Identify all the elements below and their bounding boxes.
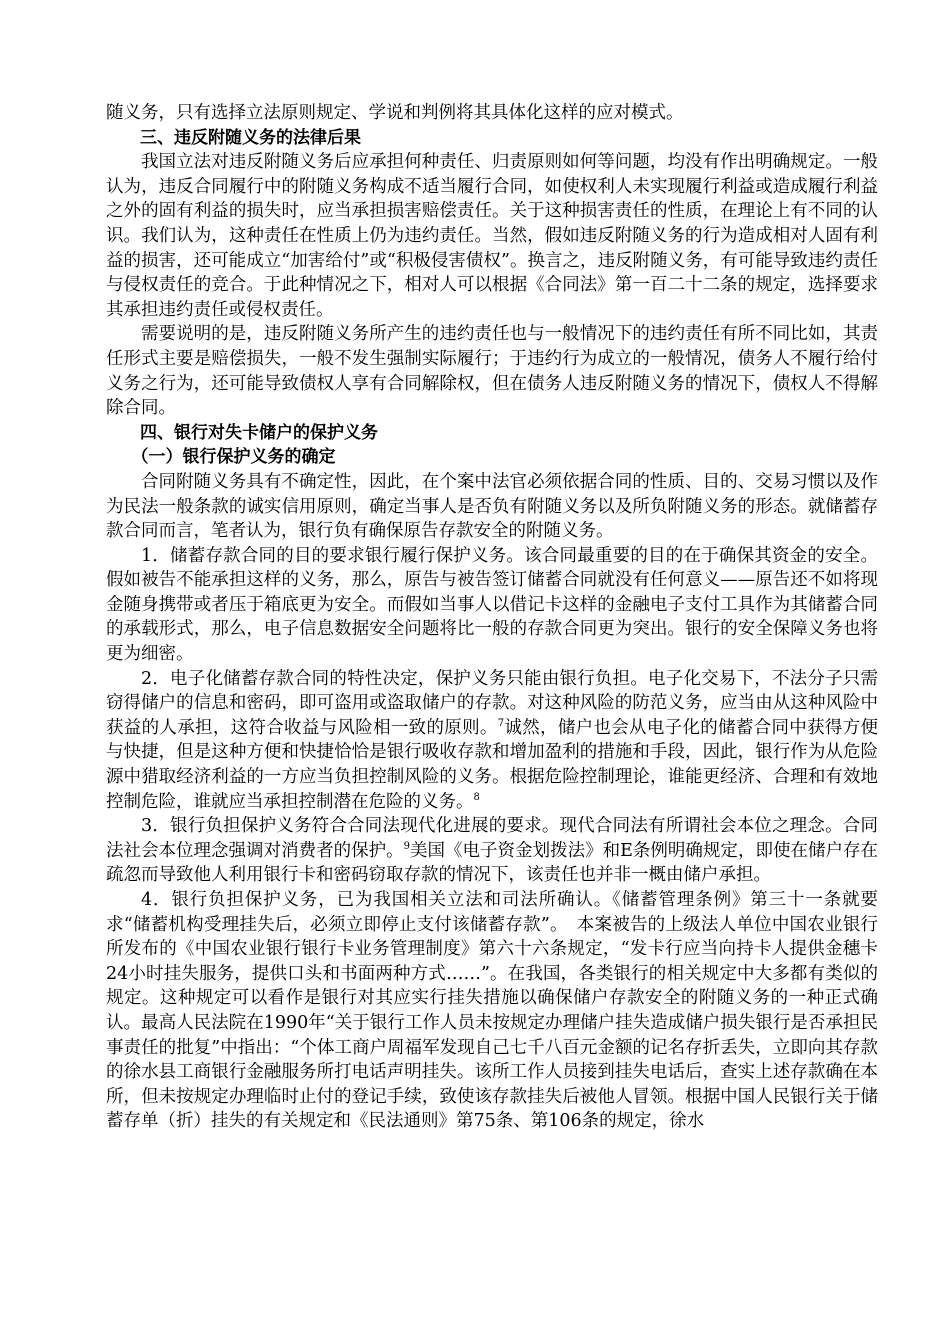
subsection-heading-4-1: （一）银行保护义务的确定 — [131, 447, 336, 468]
paragraph-continuation: 随义务，只有选择立法原则规定、学说和判例将其具体化这样的应对模式。 — [106, 103, 684, 123]
footnote-ref-7: 7 — [497, 718, 505, 730]
point-2-text-b: 诚然，储户也会从电子化的储蓄合同中获得方便与快捷，但是这种方便和快捷恰恰是银行吸收存款和增加盈利的措施和手段，因此，银行作为从危险源中猎取经济利益的一方应当负担控制风险的义务。根据危险控制理论，谁能更经济、合理和有效地控制危险，谁就应当承担控制潜在危险的义务。 — [106, 717, 879, 812]
point-2-text-a: 2．电子化储蓄存款合同的特性决定，保护义务只能由银行负担。电子化交易下，不法分子只需窃得储户的信息和密码，即可盗用或盗取储户的存款。对这种风险的防范义务，应当由从这种风险中获益的人承担，这符合收益与风险相一致的原则。 — [106, 668, 878, 738]
footnote-ref-8: 8 — [473, 791, 480, 803]
paragraph-point-1: 1．储蓄存款合同的目的要求银行履行保护义务。该合同最重要的目的在于确保其资金的安全。假如被告不能承担这样的义务，那么，原告与被告签订储蓄合同就没有任何意义——原告还不如将现金随身携带或者压于箱底更为安全。而假如当事人以借记卡这样的金融电子支付工具作为其储蓄合同的承载形式，那么，电子信息数据安全问题将比一般的存款合同更为突出。银行的安全保障义务也将更为细密。 — [106, 545, 878, 665]
paragraph-point-2 — [106, 667, 878, 815]
point-3-text-a: 3．银行负担保护义务符合合同法现代化进展的要求。现代合同法有所谓社会本位之理念。合同法社会本位理念强调对消费者的保护。 — [106, 816, 878, 861]
footnote-ref-9: 9 — [403, 840, 411, 852]
paragraph-point-4: 4．银行负担保护义务，已为我国相关立法和司法所确认。《储蓄管理条例》第三十一条就要求“储蓄机构受理挂失后，必须立即停止支付该储蓄存款”。 本案被告的上级法人单位中国农业银行所发布的《中国农业银行银行卡业务管理制度》第六十六条规定，“发卡行应当向持卡人提供金穗卡24小时挂失服务，提供口头和书面两种方式……”。在我国，各类银行的相关规定中大多都有类似的规定。这种规定可以看作是银行对其应实行挂失措施以确保储户存款安全的附随义务的一种正式确认。最高人民法院在1990年“关于银行工作人员未按规定办理储户挂失造成储户损失银行是否承担民事责任的批复”中指出：“个体工商户周福军发现自己七千八百元金额的记名存折丢失，立即向其存款的徐水县工商银行金融服务所打电话声明挂失。该所工作人员接到挂失电话后，查实上述存款确在本所，但未按规定办理临时止付的登记手续，致使该存款挂失后被他人冒领。根据中国人民银行关于储蓄存单（折）挂失的有关规定和《民法通则》第75条、第106条的规定，徐水 — [106, 890, 878, 1132]
paragraph-liability-difference: 需要说明的是，违反附随义务所产生的违约责任也与一般情况下的违约责任有所不同比如，其责任形式主要是赔偿损失，一般不发生强制实际履行；于违约行为成立的一般情况，债务人不履行给付义务之行为，还可能导致债权人享有合同解除权，但在债务人违反附随义务的情况下，债权人不得解除合同。 — [106, 324, 878, 419]
paragraph-legal-consequence: 我国立法对违反附随义务后应承担何种责任、归责原则如何等问题，均没有作出明确规定。一般认为，违反合同履行中的附随义务构成不适当履行合同，如使权利人未实现履行利益或造成履行利益之外的固有利益的损失时，应当承担损害赔偿责任。关于这种损害责任的性质，在理论上有不同的认识。我们认为，这种责任在性质上仍为违约责任。当然，假如违反附随义务的行为造成相对人固有利益的损害，还可能成立“加害给付”或“积极侵害债权”。换言之，违反附随义务，有可能导致违约责任与侵权责任的竞合。于此种情况之下，相对人可以根据《合同法》第一百二十二条的规定，选择要求其承担违约责任或侵权责任。 — [106, 152, 878, 320]
section-heading-3: 三、违反附随义务的法律后果 — [140, 127, 361, 148]
section-heading-4: 四、银行对失卡储户的保护义务 — [140, 422, 378, 443]
document-page — [106, 101, 878, 1134]
paragraph-duty-determination: 合同附随义务具有不确定性，因此，在个案中法官必须依据合同的性质、目的、交易习惯以及作为民法一般条款的诚实信用原则，确定当事人是否负有附随义务以及所负附随义务的形态。就储蓄存款合同而言，笔者认为，银行负有确保原告存款安全的附随义务。 — [106, 471, 878, 542]
point-3-text-b: 美国《电子资金划拨法》和E条例明确规定，即使在储户存在疏忽而导致他人利用银行卡和密码窃取存款的情况下，该责任也并非一概由储户承担。 — [106, 840, 878, 886]
paragraph-point-3 — [106, 814, 878, 888]
